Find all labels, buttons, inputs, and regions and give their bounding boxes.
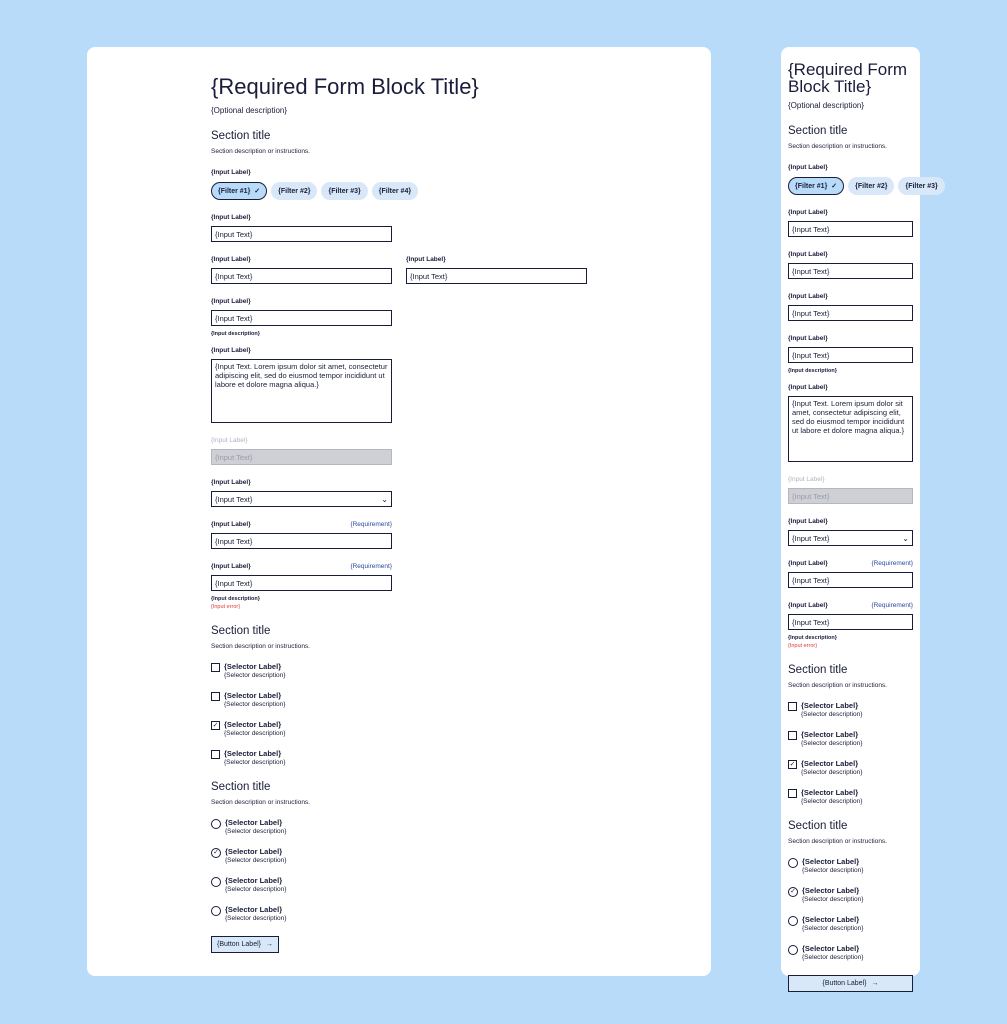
checkbox-checked[interactable]: [788, 760, 797, 769]
section-description: Section description or instructions.: [788, 143, 887, 150]
text-input[interactable]: {Input Text}: [788, 572, 913, 588]
input-label: {Input Label}: [788, 602, 828, 609]
text-input[interactable]: {Input Text}: [788, 221, 913, 237]
checkbox-option[interactable]: {Selector Label} {Selector description}: [788, 788, 913, 805]
checkbox-option[interactable]: {Selector Label} {Selector description}: [211, 691, 587, 708]
text-field: [788, 293, 913, 321]
input-description: {Input description}: [788, 368, 837, 374]
required-field: [211, 521, 392, 549]
filter-chip-1[interactable]: {Filter #1} ✓: [211, 182, 267, 200]
checkbox[interactable]: [788, 702, 797, 711]
text-input[interactable]: {Input Text}: [788, 305, 913, 321]
section-description: Section description or instructions.: [788, 838, 887, 845]
input-label: {Input Label}: [788, 560, 828, 567]
radio-option[interactable]: {Selector Label} {Selector description}: [211, 905, 587, 922]
section-title: Section title: [211, 781, 271, 793]
mobile-form-card: [781, 47, 938, 987]
text-input[interactable]: {Input Text}: [211, 575, 392, 591]
input-description: {Input description}: [211, 596, 260, 602]
checkbox-option[interactable]: ✓ {Selector Label} {Selector description}: [212, 720, 286, 737]
chevron-down-icon: ⌄: [381, 494, 388, 504]
input-label: {Input Label}: [788, 384, 828, 391]
filter-chips: [788, 177, 938, 195]
requirement-text: {Requirement}: [350, 563, 392, 570]
text-input[interactable]: {Input Text}: [406, 268, 587, 284]
filter-chip-2[interactable]: {Filter #2}: [848, 177, 894, 195]
text-field: [211, 214, 587, 242]
radio[interactable]: [211, 877, 221, 887]
radio[interactable]: [211, 819, 221, 829]
text-field: [788, 251, 913, 279]
input-description: {Input description}: [211, 331, 260, 337]
disabled-field: [211, 437, 587, 465]
input-error: {Input error}: [211, 604, 241, 610]
text-input[interactable]: {Input Text}: [788, 347, 913, 363]
input-error: {Input error}: [788, 643, 818, 649]
input-label: {Input Label}: [788, 164, 828, 171]
input-label: {Input Label}: [788, 251, 828, 258]
text-input[interactable]: {Input Text}: [211, 226, 392, 242]
input-label: {Input Label}: [211, 256, 251, 263]
text-field: [788, 209, 913, 237]
checkbox-checked[interactable]: [211, 721, 220, 730]
section-description: Section description or instructions.: [211, 148, 310, 155]
submit-button[interactable]: {Button Label} →: [211, 936, 279, 953]
checkbox-option[interactable]: {Selector Label} {Selector description}: [211, 749, 587, 766]
section-title: Section title: [211, 625, 271, 637]
filter-field: [788, 164, 938, 195]
checkbox-option[interactable]: {Selector Label} {Selector description}: [788, 701, 913, 718]
select-dropdown[interactable]: {Input Text} ⌄: [211, 491, 392, 507]
radio-group: [211, 818, 587, 922]
radio-option[interactable]: {Selector Label} {Selector description}: [211, 876, 587, 893]
text-field-with-description: [211, 298, 587, 337]
textarea[interactable]: {Input Text. Lorem ipsum dolor sit amet, consectetur adipiscing elit, sed do eiusmod tempor incididunt ut labore et dolore magna aliqua.}: [211, 359, 392, 423]
input-label: {Input Label}: [788, 335, 828, 342]
text-field-with-description: [788, 335, 913, 374]
input-label: {Input Label}: [211, 479, 251, 486]
input-label: {Input Label}: [211, 298, 251, 305]
select-field: [788, 518, 913, 546]
check-icon: ✓: [790, 888, 796, 895]
chevron-down-icon: ⌄: [902, 533, 909, 543]
radio[interactable]: [788, 945, 798, 955]
filter-chip-3[interactable]: {Filter #3}: [321, 182, 367, 200]
section-title: Section title: [788, 125, 848, 137]
input-label: {Input Label}: [211, 169, 251, 176]
textarea-field: [211, 347, 587, 423]
filter-chip-2[interactable]: {Filter #2}: [271, 182, 317, 200]
section-description: Section description or instructions.: [788, 682, 887, 689]
filter-chips: [211, 182, 587, 200]
form-title: {Required Form Block Title}: [788, 60, 908, 96]
input-label: {Input Label}: [211, 347, 251, 354]
radio-option[interactable]: ✓ {Selector Label} {Selector description}: [788, 886, 913, 903]
input-description: {Input description}: [788, 635, 837, 641]
section-title: Section title: [211, 130, 271, 142]
select-dropdown[interactable]: {Input Text} ⌄: [788, 530, 913, 546]
input-label: {Input Label}: [788, 209, 828, 216]
radio[interactable]: [788, 858, 798, 868]
text-input[interactable]: {Input Text}: [788, 614, 913, 630]
radio[interactable]: [788, 916, 798, 926]
error-field: [211, 563, 392, 610]
input-label: {Input Label}: [788, 476, 825, 483]
input-label: {Input Label}: [211, 521, 251, 528]
checkbox[interactable]: [788, 731, 797, 740]
filter-chip-3[interactable]: {Filter #3}: [898, 177, 944, 195]
checkbox-group: [211, 662, 587, 766]
check-icon: ✓: [254, 188, 261, 195]
input-label: {Input Label}: [788, 518, 828, 525]
form-column: [211, 74, 587, 953]
form-description: {Optional description}: [788, 101, 865, 110]
text-input[interactable]: {Input Text}: [211, 533, 392, 549]
text-input[interactable]: {Input Text}: [788, 263, 913, 279]
radio-option[interactable]: {Selector Label} {Selector description}: [788, 944, 913, 961]
requirement-text: {Requirement}: [350, 521, 392, 528]
required-field: [788, 560, 913, 588]
radio-option[interactable]: ✓ {Selector Label} {Selector description}: [211, 847, 587, 864]
requirement-text: {Requirement}: [871, 560, 913, 567]
check-icon: ✓: [212, 722, 219, 729]
input-label: {Input Label}: [211, 214, 251, 221]
check-icon: ✓: [789, 761, 796, 768]
section-description: Section description or instructions.: [211, 799, 310, 806]
requirement-text: {Requirement}: [871, 602, 913, 609]
checkbox[interactable]: [211, 663, 220, 672]
section-title: Section title: [788, 664, 848, 676]
form-column: [788, 60, 938, 992]
section-description: Section description or instructions.: [211, 643, 310, 650]
radio-option[interactable]: {Selector Label} {Selector description}: [211, 818, 587, 835]
desktop-form-card: [87, 47, 711, 976]
text-input[interactable]: {Input Text}: [211, 268, 392, 284]
textarea[interactable]: {Input Text. Lorem ipsum dolor sit amet, consectetur adipiscing elit, sed do eiusmod tempor incididunt ut labore et dolore magna aliqua.}: [788, 396, 913, 462]
radio[interactable]: [211, 906, 221, 916]
error-field: [788, 602, 913, 649]
select-field: [211, 479, 587, 507]
checkbox-option[interactable]: {Selector Label} {Selector description}: [788, 730, 913, 747]
checkbox[interactable]: [211, 692, 220, 701]
checkbox-group: [788, 701, 913, 805]
textarea-field: [788, 384, 913, 462]
radio-checked[interactable]: [788, 887, 798, 897]
check-icon: ✓: [213, 849, 219, 856]
paired-fields: [211, 256, 587, 284]
radio-checked[interactable]: [211, 848, 221, 858]
disabled-input: {Input Text}: [211, 449, 392, 465]
checkbox[interactable]: [788, 789, 797, 798]
submit-button[interactable]: {Button Label} →: [788, 975, 913, 992]
disabled-input: {Input Text}: [788, 488, 913, 504]
input-label: {Input Label}: [211, 437, 248, 444]
input-label: {Input Label}: [406, 256, 446, 263]
radio-option[interactable]: {Selector Label} {Selector description}: [788, 915, 913, 932]
filter-chip-1[interactable]: {Filter #1} ✓: [788, 177, 844, 195]
input-label: {Input Label}: [211, 563, 251, 570]
checkbox[interactable]: [211, 750, 220, 759]
filter-field: [211, 169, 587, 200]
disabled-field: [788, 476, 913, 504]
text-input[interactable]: {Input Text}: [211, 310, 392, 326]
radio-group: [788, 857, 913, 961]
checkbox-option[interactable]: {Selector Label} {Selector description}: [211, 662, 587, 679]
section-title: Section title: [788, 820, 848, 832]
form-title: {Required Form Block Title}: [211, 74, 479, 99]
input-label: {Input Label}: [788, 293, 828, 300]
arrow-right-icon: →: [266, 941, 273, 948]
checkbox-option[interactable]: ✓ {Selector Label} {Selector description}: [789, 759, 863, 776]
check-icon: ✓: [831, 183, 838, 190]
radio-option[interactable]: {Selector Label} {Selector description}: [788, 857, 913, 874]
arrow-right-icon: →: [871, 980, 879, 987]
form-description: {Optional description}: [211, 106, 288, 115]
filter-chip-4[interactable]: {Filter #4}: [372, 182, 418, 200]
